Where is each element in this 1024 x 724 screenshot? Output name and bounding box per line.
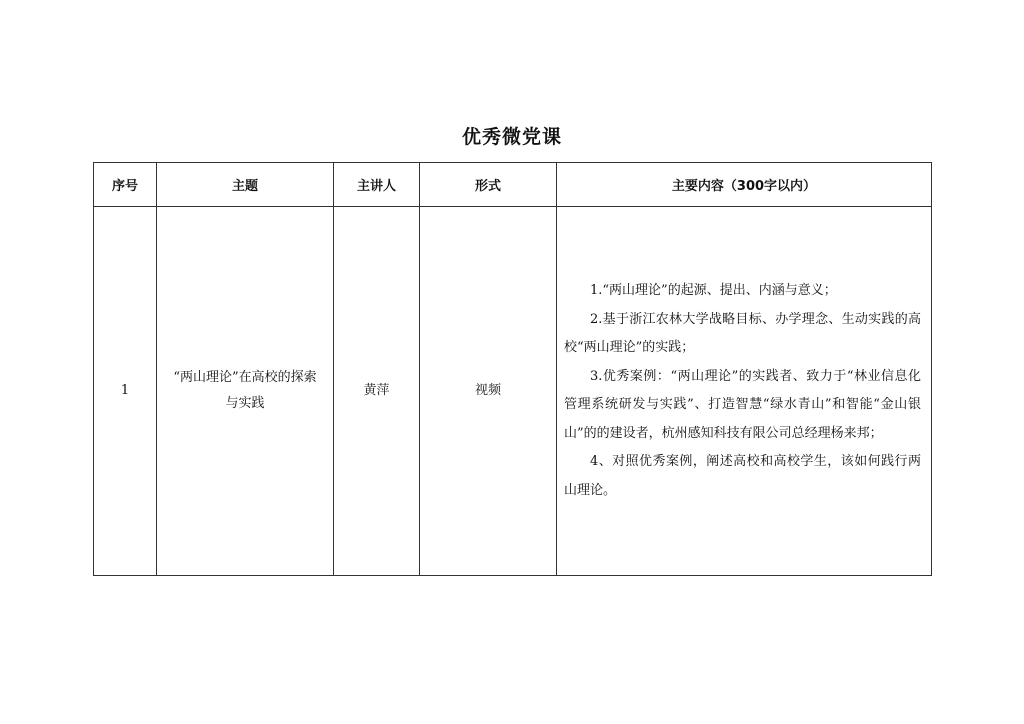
header-topic: 主题	[157, 163, 334, 207]
content-item-1: 1.“两山理论”的起源、提出、内涵与意义；	[590, 283, 837, 298]
cell-content	[557, 207, 932, 576]
course-table	[93, 162, 932, 576]
cell-index: 1	[94, 207, 157, 576]
content-item-3: 3.优秀案例：“两山理论”的实践者、致力于“林业信息化管理系统研发与实践”、打造智慧“绿水青山”和智能“金山银山”的的建设者，杭州感知科技有限公司总经理杨来邦；	[564, 368, 921, 441]
cell-topic: “两山理论”在高校的探索与实践	[157, 207, 334, 576]
header-speaker: 主讲人	[334, 163, 420, 207]
cell-format: 视频	[420, 207, 557, 576]
content-item-2: 2.基于浙江农林大学战略目标、办学理念、生动实践的高校“两山理论”的实践；	[564, 311, 921, 355]
content-item-4: 4、对照优秀案例，阐述高校和高校学生，该如何践行两山理论。	[564, 454, 921, 498]
header-format: 形式	[420, 163, 557, 207]
header-content: 主要内容（300字以内）	[557, 163, 932, 207]
cell-speaker: 黄萍	[334, 207, 420, 576]
table-header-row	[94, 163, 932, 207]
page-title: 优秀微党课	[461, 126, 562, 148]
table-row	[94, 207, 932, 576]
header-index: 序号	[94, 163, 157, 207]
